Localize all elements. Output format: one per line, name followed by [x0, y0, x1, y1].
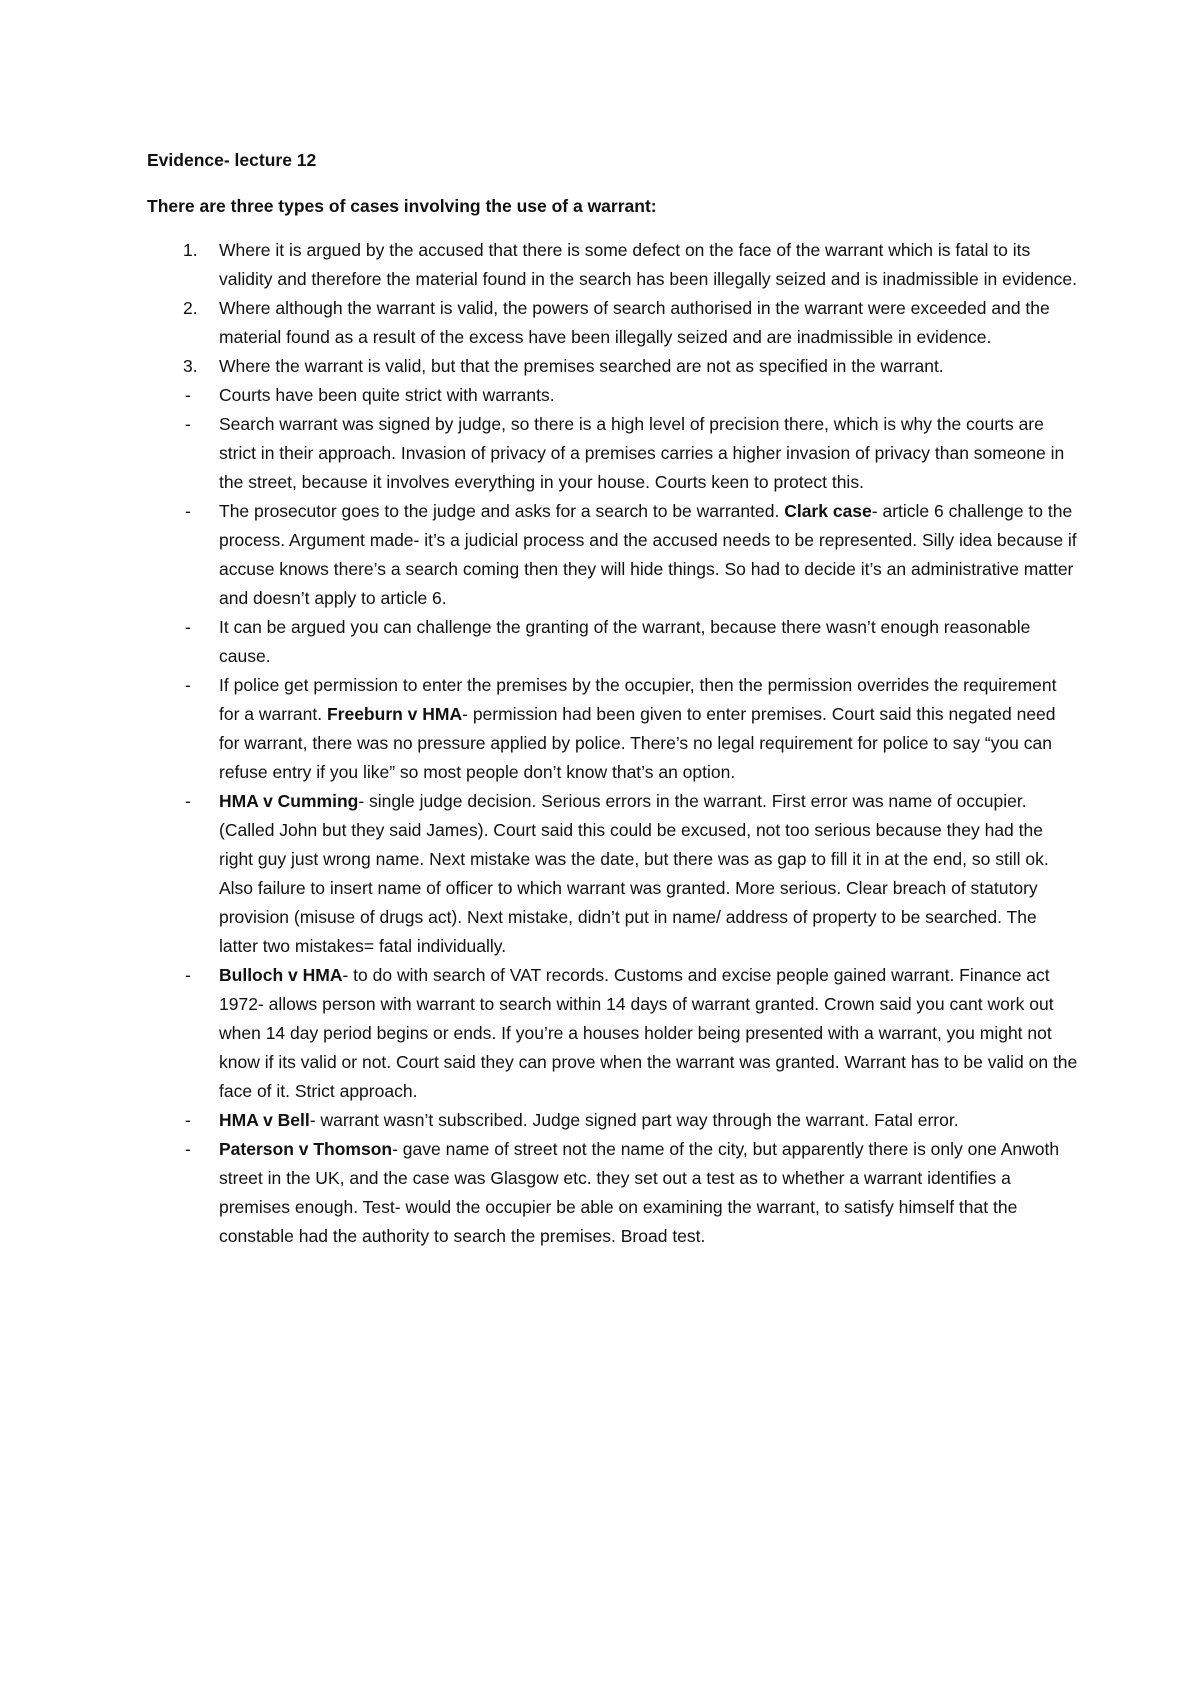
case-name: HMA v Bell — [219, 1110, 310, 1130]
bullet-item — [147, 381, 1080, 410]
item-text: It can be argued you can challenge the granting of the warrant, because there wasn’t enough reasonable cause. — [219, 617, 1031, 666]
item-text: - article 6 challenge to the process. Argument made- it’s a judicial process and the accused needs to be represented. Silly idea because if accuse knows there’s a search coming then they will hide things. So had to decide it’s an administrative matter and doesn’t apply to article 6. — [219, 501, 1077, 608]
case-name: Clark case — [784, 501, 872, 521]
bullet-dash: - — [185, 1110, 191, 1130]
item-text: - permission had been given to enter premises. Court said this negated need for warrant, there was no pressure applied by police. There’s no legal requirement for police to say “you can refuse entry if you like” so most people don’t know that’s an option. — [219, 704, 1056, 782]
item-text: - to do with search of VAT records. Customs and excise people gained warrant. Finance act 1972- allows person with warrant to search within 14 days of warrant granted. Crown said you cant work out when 14 day period begins or ends. If you’re a houses holder being presented with a warrant, you might not know if its valid or not. Court said they can prove when the warrant was granted. Warrant has to be valid on the face of it. Strict approach. — [219, 965, 1078, 1101]
numbered-item — [147, 236, 1080, 294]
numbered-list — [147, 236, 1080, 381]
list-number: 1. — [183, 240, 198, 260]
bullet-dash: - — [185, 1139, 191, 1159]
document-title: Evidence- lecture 12 — [147, 150, 317, 170]
case-name: Bulloch v HMA — [219, 965, 343, 985]
bullet-item — [147, 613, 1080, 671]
bullet-item — [147, 497, 1080, 613]
numbered-item — [147, 352, 1080, 381]
bullet-dash: - — [185, 385, 191, 405]
bullet-item — [147, 410, 1080, 497]
bullet-dash: - — [185, 965, 191, 985]
item-text: - gave name of street not the name of the city, but apparently there is only one Anwoth street in the UK, and the case was Glasgow etc. they set out a test as to whether a warrant identifies a premises enough. Test- would the occupier be able on examining the warrant, to satisfy himself that the constable had the authority to search the premises. Broad test. — [219, 1139, 1060, 1246]
item-text: - single judge decision. Serious errors in the warrant. First error was name of occupier. (Called John but they said James). Court said this could be excused, not too serious because they had the right guy just wrong name. Next mistake was the date, but there was as gap to fill it in at the end, so still ok. Also failure to insert name of officer to which warrant was granted. More serious. Clear breach of statutory provision (misuse of drugs act). Next mistake, didn’t put in name/ address of property to be searched. The latter two mistakes= fatal individually. — [219, 791, 1049, 956]
case-name: Freeburn v HMA — [326, 704, 463, 724]
list-number: 2. — [183, 298, 198, 318]
item-pre-text: The prosecutor goes to the judge and asks for a search to be warranted. — [219, 501, 785, 521]
bullet-item — [147, 671, 1080, 787]
bullet-item — [147, 961, 1080, 1106]
bullet-dash: - — [185, 791, 191, 811]
item-text: Where although the warrant is valid, the powers of search authorised in the warrant were exceeded and the material found as a result of the excess have been illegally seized and are inadmissible in evidence. — [219, 298, 1050, 347]
item-text: - warrant wasn’t subscribed. Judge signed part way through the warrant. Fatal error. — [309, 1110, 959, 1130]
bullet-dash: - — [185, 414, 191, 434]
case-name: Paterson v Thomson — [219, 1139, 393, 1159]
bullet-item — [147, 1106, 1080, 1135]
item-pre-text: If police get permission to enter the premises by the occupier, then the permission overrides the requirement for a warrant. — [219, 675, 1057, 724]
item-text: Search warrant was signed by judge, so there is a high level of precision there, which is why the courts are strict in their approach. Invasion of privacy of a premises carries a higher invasion of privacy than someone in the street, because it involves everything in your house. Courts keen to protect this. — [219, 414, 1065, 492]
bullet-list — [147, 381, 1080, 1251]
bullet-item — [147, 1135, 1080, 1251]
bullet-dash: - — [185, 617, 191, 637]
intro-heading: There are three types of cases involving the use of a warrant: — [147, 196, 657, 216]
numbered-item — [147, 294, 1080, 352]
item-text: Where the warrant is valid, but that the premises searched are not as specified in the warrant. — [219, 356, 944, 376]
case-name: HMA v Cumming — [219, 791, 359, 811]
bullet-dash: - — [185, 501, 191, 521]
bullet-item — [147, 787, 1080, 961]
bullet-dash: - — [185, 675, 191, 695]
item-text: Where it is argued by the accused that there is some defect on the face of the warrant which is fatal to its validity and therefore the material found in the search has been illegally seized and is inadmissible in evidence. — [219, 240, 1078, 289]
item-text: Courts have been quite strict with warrants. — [219, 385, 555, 405]
list-number: 3. — [183, 356, 198, 376]
